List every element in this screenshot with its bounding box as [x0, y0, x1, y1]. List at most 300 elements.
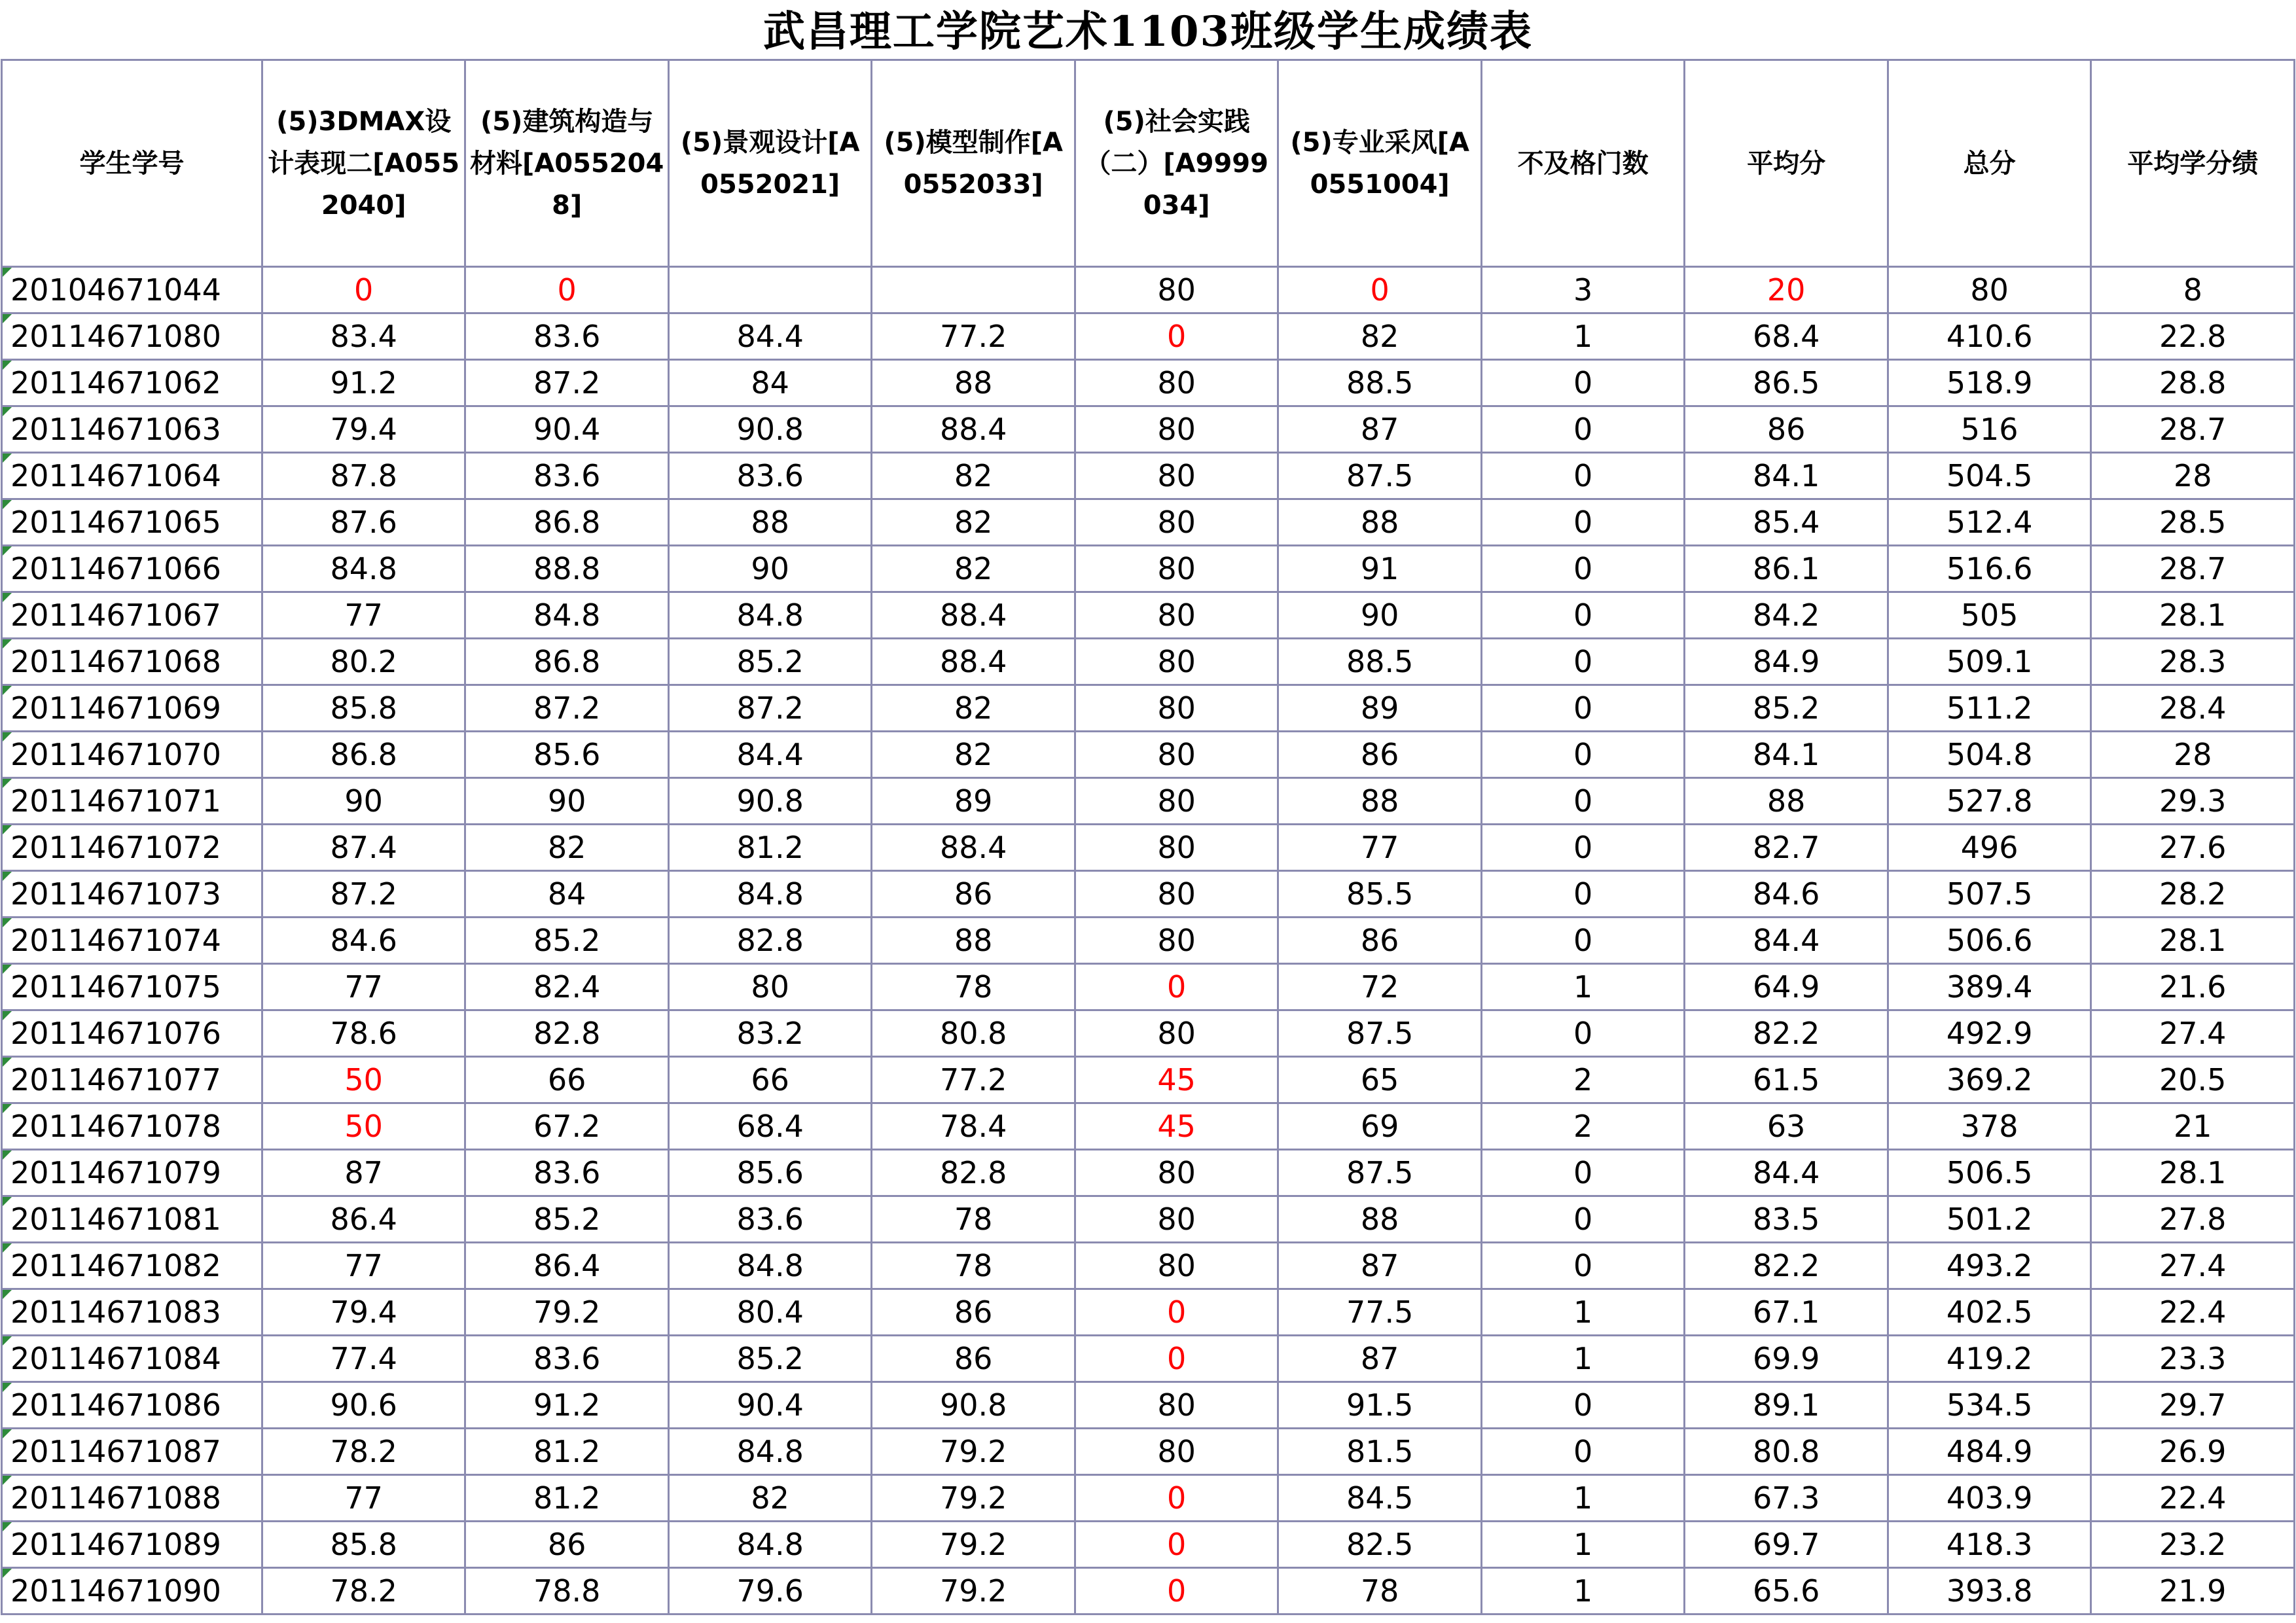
cell-3dmax-design[interactable]: 0 [262, 267, 465, 313]
cell-total-score[interactable]: 506.5 [1888, 1150, 2091, 1196]
cell-average-credit-score[interactable]: 28 [2091, 732, 2295, 778]
cell-average-score[interactable]: 65.6 [1685, 1568, 1888, 1614]
cell-average-credit-score[interactable]: 23.3 [2091, 1336, 2295, 1382]
cell-total-score[interactable]: 419.2 [1888, 1336, 2091, 1382]
cell-failed-count[interactable]: 2 [1481, 1103, 1685, 1150]
cell-model-making[interactable]: 88.4 [872, 639, 1075, 685]
cell-total-score[interactable]: 393.8 [1888, 1568, 2091, 1614]
cell-social-practice[interactable]: 80 [1075, 1382, 1278, 1429]
cell-3dmax-design[interactable]: 90.6 [262, 1382, 465, 1429]
cell-3dmax-design[interactable]: 84.8 [262, 546, 465, 592]
cell-building-construction[interactable]: 83.6 [465, 1336, 669, 1382]
cell-failed-count[interactable]: 0 [1481, 871, 1685, 918]
cell-model-making[interactable]: 88.4 [872, 406, 1075, 453]
student-id-cell[interactable] [2, 1289, 262, 1336]
student-id-cell[interactable] [2, 1429, 262, 1475]
cell-average-credit-score[interactable]: 28.2 [2091, 871, 2295, 918]
cell-total-score[interactable]: 496 [1888, 825, 2091, 871]
cell-landscape-design[interactable]: 90.8 [668, 406, 872, 453]
student-id-cell[interactable] [2, 406, 262, 453]
cell-landscape-design[interactable]: 84.8 [668, 871, 872, 918]
cell-landscape-design[interactable]: 87.2 [668, 685, 872, 732]
cell-total-score[interactable]: 504.8 [1888, 732, 2091, 778]
cell-field-sketching[interactable]: 81.5 [1278, 1429, 1482, 1475]
cell-building-construction[interactable]: 82.4 [465, 964, 669, 1010]
cell-social-practice[interactable]: 80 [1075, 499, 1278, 546]
cell-average-score[interactable]: 84.2 [1685, 592, 1888, 639]
cell-average-score[interactable]: 20 [1685, 267, 1888, 313]
cell-failed-count[interactable]: 0 [1481, 778, 1685, 825]
cell-model-making[interactable]: 77.2 [872, 1057, 1075, 1103]
cell-average-credit-score[interactable]: 22.4 [2091, 1289, 2295, 1336]
cell-building-construction[interactable]: 90.4 [465, 406, 669, 453]
cell-landscape-design[interactable]: 85.2 [668, 1336, 872, 1382]
cell-landscape-design[interactable]: 82.8 [668, 918, 872, 964]
cell-model-making[interactable]: 86 [872, 871, 1075, 918]
cell-failed-count[interactable]: 0 [1481, 825, 1685, 871]
cell-3dmax-design[interactable]: 80.2 [262, 639, 465, 685]
cell-3dmax-design[interactable]: 87.2 [262, 871, 465, 918]
cell-field-sketching[interactable]: 77.5 [1278, 1289, 1482, 1336]
cell-average-credit-score[interactable]: 28 [2091, 453, 2295, 499]
cell-landscape-design[interactable]: 85.6 [668, 1150, 872, 1196]
cell-model-making[interactable]: 78 [872, 964, 1075, 1010]
cell-failed-count[interactable]: 0 [1481, 1010, 1685, 1057]
cell-building-construction[interactable]: 87.2 [465, 360, 669, 406]
cell-total-score[interactable]: 493.2 [1888, 1243, 2091, 1289]
cell-failed-count[interactable]: 0 [1481, 406, 1685, 453]
cell-field-sketching[interactable]: 69 [1278, 1103, 1482, 1150]
cell-social-practice[interactable]: 0 [1075, 1522, 1278, 1568]
cell-building-construction[interactable]: 91.2 [465, 1382, 669, 1429]
cell-model-making[interactable]: 78 [872, 1243, 1075, 1289]
cell-total-score[interactable]: 410.6 [1888, 313, 2091, 360]
cell-field-sketching[interactable]: 87.5 [1278, 453, 1482, 499]
cell-landscape-design[interactable]: 83.6 [668, 453, 872, 499]
cell-average-score[interactable]: 64.9 [1685, 964, 1888, 1010]
cell-building-construction[interactable]: 81.2 [465, 1475, 669, 1522]
cell-average-score[interactable]: 84.4 [1685, 1150, 1888, 1196]
column-header-field-sketching[interactable]: (5)专业采风[A0551004] [1278, 60, 1482, 267]
cell-failed-count[interactable]: 0 [1481, 1243, 1685, 1289]
cell-model-making[interactable]: 86 [872, 1289, 1075, 1336]
cell-total-score[interactable]: 80 [1888, 267, 2091, 313]
cell-total-score[interactable]: 534.5 [1888, 1382, 2091, 1429]
cell-landscape-design[interactable]: 80 [668, 964, 872, 1010]
cell-3dmax-design[interactable]: 87.4 [262, 825, 465, 871]
cell-social-practice[interactable]: 80 [1075, 778, 1278, 825]
cell-social-practice[interactable]: 80 [1075, 871, 1278, 918]
cell-failed-count[interactable]: 0 [1481, 499, 1685, 546]
cell-failed-count[interactable]: 1 [1481, 313, 1685, 360]
cell-average-score[interactable]: 82.7 [1685, 825, 1888, 871]
cell-model-making[interactable]: 88 [872, 360, 1075, 406]
cell-building-construction[interactable]: 83.6 [465, 1150, 669, 1196]
cell-landscape-design[interactable]: 84.4 [668, 732, 872, 778]
cell-average-score[interactable]: 61.5 [1685, 1057, 1888, 1103]
cell-model-making[interactable]: 77.2 [872, 313, 1075, 360]
cell-3dmax-design[interactable]: 87.6 [262, 499, 465, 546]
cell-average-credit-score[interactable]: 28.3 [2091, 639, 2295, 685]
cell-total-score[interactable]: 484.9 [1888, 1429, 2091, 1475]
cell-social-practice[interactable]: 80 [1075, 453, 1278, 499]
student-id-cell[interactable] [2, 685, 262, 732]
cell-model-making[interactable]: 78 [872, 1196, 1075, 1243]
student-id-cell[interactable] [2, 453, 262, 499]
cell-social-practice[interactable]: 45 [1075, 1103, 1278, 1150]
cell-average-score[interactable]: 82.2 [1685, 1243, 1888, 1289]
cell-3dmax-design[interactable]: 86.8 [262, 732, 465, 778]
cell-landscape-design[interactable]: 84.8 [668, 592, 872, 639]
cell-field-sketching[interactable]: 90 [1278, 592, 1482, 639]
cell-average-score[interactable]: 86.1 [1685, 546, 1888, 592]
cell-failed-count[interactable]: 0 [1481, 639, 1685, 685]
cell-3dmax-design[interactable]: 91.2 [262, 360, 465, 406]
cell-model-making[interactable]: 88.4 [872, 592, 1075, 639]
cell-average-credit-score[interactable]: 21 [2091, 1103, 2295, 1150]
cell-model-making[interactable]: 82 [872, 499, 1075, 546]
cell-model-making[interactable] [872, 267, 1075, 313]
cell-landscape-design[interactable] [668, 267, 872, 313]
cell-model-making[interactable]: 88 [872, 918, 1075, 964]
cell-average-credit-score[interactable]: 28.1 [2091, 592, 2295, 639]
cell-3dmax-design[interactable]: 77 [262, 1475, 465, 1522]
cell-landscape-design[interactable]: 82 [668, 1475, 872, 1522]
cell-average-score[interactable]: 68.4 [1685, 313, 1888, 360]
cell-social-practice[interactable]: 0 [1075, 313, 1278, 360]
cell-average-score[interactable]: 86.5 [1685, 360, 1888, 406]
cell-field-sketching[interactable]: 65 [1278, 1057, 1482, 1103]
cell-landscape-design[interactable]: 83.2 [668, 1010, 872, 1057]
cell-3dmax-design[interactable]: 84.6 [262, 918, 465, 964]
cell-building-construction[interactable]: 86.8 [465, 639, 669, 685]
cell-field-sketching[interactable]: 87 [1278, 1336, 1482, 1382]
cell-landscape-design[interactable]: 84.8 [668, 1522, 872, 1568]
cell-average-credit-score[interactable]: 22.4 [2091, 1475, 2295, 1522]
cell-social-practice[interactable]: 80 [1075, 918, 1278, 964]
cell-field-sketching[interactable]: 77 [1278, 825, 1482, 871]
cell-building-construction[interactable]: 66 [465, 1057, 669, 1103]
cell-building-construction[interactable]: 83.6 [465, 313, 669, 360]
cell-model-making[interactable]: 79.2 [872, 1475, 1075, 1522]
cell-total-score[interactable]: 403.9 [1888, 1475, 2091, 1522]
cell-3dmax-design[interactable]: 50 [262, 1103, 465, 1150]
cell-average-credit-score[interactable]: 28.7 [2091, 406, 2295, 453]
cell-field-sketching[interactable]: 82.5 [1278, 1522, 1482, 1568]
cell-building-construction[interactable]: 84.8 [465, 592, 669, 639]
cell-average-credit-score[interactable]: 27.8 [2091, 1196, 2295, 1243]
cell-building-construction[interactable]: 86.4 [465, 1243, 669, 1289]
cell-building-construction[interactable]: 90 [465, 778, 669, 825]
cell-landscape-design[interactable]: 66 [668, 1057, 872, 1103]
cell-model-making[interactable]: 89 [872, 778, 1075, 825]
column-header-building-construction[interactable]: (5)建筑构造与材料[A0552048] [465, 60, 669, 267]
cell-average-credit-score[interactable]: 28.1 [2091, 1150, 2295, 1196]
cell-total-score[interactable]: 505 [1888, 592, 2091, 639]
cell-landscape-design[interactable]: 80.4 [668, 1289, 872, 1336]
cell-failed-count[interactable]: 0 [1481, 1196, 1685, 1243]
cell-average-credit-score[interactable]: 27.4 [2091, 1243, 2295, 1289]
cell-landscape-design[interactable]: 68.4 [668, 1103, 872, 1150]
cell-total-score[interactable]: 511.2 [1888, 685, 2091, 732]
cell-field-sketching[interactable]: 87 [1278, 406, 1482, 453]
cell-failed-count[interactable]: 0 [1481, 685, 1685, 732]
cell-landscape-design[interactable]: 79.6 [668, 1568, 872, 1614]
cell-failed-count[interactable]: 1 [1481, 1522, 1685, 1568]
cell-building-construction[interactable]: 81.2 [465, 1429, 669, 1475]
cell-field-sketching[interactable]: 89 [1278, 685, 1482, 732]
student-id-cell[interactable] [2, 825, 262, 871]
cell-failed-count[interactable]: 0 [1481, 1429, 1685, 1475]
cell-failed-count[interactable]: 1 [1481, 964, 1685, 1010]
cell-social-practice[interactable]: 45 [1075, 1057, 1278, 1103]
cell-3dmax-design[interactable]: 77 [262, 592, 465, 639]
cell-average-credit-score[interactable]: 29.7 [2091, 1382, 2295, 1429]
cell-total-score[interactable]: 518.9 [1888, 360, 2091, 406]
cell-building-construction[interactable]: 79.2 [465, 1289, 669, 1336]
student-id-cell[interactable] [2, 778, 262, 825]
cell-total-score[interactable]: 378 [1888, 1103, 2091, 1150]
student-id-cell[interactable] [2, 1103, 262, 1150]
cell-landscape-design[interactable]: 85.2 [668, 639, 872, 685]
cell-3dmax-design[interactable]: 87.8 [262, 453, 465, 499]
cell-average-credit-score[interactable]: 28.1 [2091, 918, 2295, 964]
cell-total-score[interactable]: 516.6 [1888, 546, 2091, 592]
cell-total-score[interactable]: 369.2 [1888, 1057, 2091, 1103]
cell-model-making[interactable]: 90.8 [872, 1382, 1075, 1429]
cell-total-score[interactable]: 509.1 [1888, 639, 2091, 685]
cell-field-sketching[interactable]: 87 [1278, 1243, 1482, 1289]
cell-social-practice[interactable]: 80 [1075, 546, 1278, 592]
cell-3dmax-design[interactable]: 77 [262, 964, 465, 1010]
cell-failed-count[interactable]: 0 [1481, 1150, 1685, 1196]
cell-average-score[interactable]: 84.4 [1685, 918, 1888, 964]
cell-building-construction[interactable]: 82 [465, 825, 669, 871]
column-header-total-score[interactable]: 总分 [1888, 60, 2091, 267]
cell-average-score[interactable]: 80.8 [1685, 1429, 1888, 1475]
cell-average-credit-score[interactable]: 28.8 [2091, 360, 2295, 406]
cell-failed-count[interactable]: 0 [1481, 453, 1685, 499]
cell-average-score[interactable]: 85.2 [1685, 685, 1888, 732]
cell-average-credit-score[interactable]: 27.4 [2091, 1010, 2295, 1057]
student-id-cell[interactable] [2, 499, 262, 546]
cell-model-making[interactable]: 82 [872, 685, 1075, 732]
cell-field-sketching[interactable]: 82 [1278, 313, 1482, 360]
cell-field-sketching[interactable]: 87.5 [1278, 1150, 1482, 1196]
cell-social-practice[interactable]: 0 [1075, 1568, 1278, 1614]
cell-failed-count[interactable]: 0 [1481, 546, 1685, 592]
cell-average-credit-score[interactable]: 23.2 [2091, 1522, 2295, 1568]
column-header-average-score[interactable]: 平均分 [1685, 60, 1888, 267]
column-header-failed-count[interactable]: 不及格门数 [1481, 60, 1685, 267]
cell-social-practice[interactable]: 80 [1075, 1010, 1278, 1057]
cell-average-credit-score[interactable]: 22.8 [2091, 313, 2295, 360]
cell-model-making[interactable]: 82 [872, 546, 1075, 592]
cell-3dmax-design[interactable]: 86.4 [262, 1196, 465, 1243]
student-id-cell[interactable] [2, 313, 262, 360]
cell-social-practice[interactable]: 80 [1075, 1150, 1278, 1196]
cell-3dmax-design[interactable]: 79.4 [262, 1289, 465, 1336]
cell-average-credit-score[interactable]: 21.6 [2091, 964, 2295, 1010]
cell-total-score[interactable]: 389.4 [1888, 964, 2091, 1010]
cell-landscape-design[interactable]: 88 [668, 499, 872, 546]
cell-average-score[interactable]: 84.1 [1685, 453, 1888, 499]
cell-failed-count[interactable]: 1 [1481, 1289, 1685, 1336]
cell-landscape-design[interactable]: 84.4 [668, 313, 872, 360]
cell-landscape-design[interactable]: 81.2 [668, 825, 872, 871]
column-header-3dmax-design[interactable]: (5)3DMAX设计表现二[A0552040] [262, 60, 465, 267]
student-id-cell[interactable] [2, 546, 262, 592]
student-id-cell[interactable] [2, 592, 262, 639]
cell-social-practice[interactable]: 80 [1075, 406, 1278, 453]
student-id-cell[interactable] [2, 1568, 262, 1614]
cell-social-practice[interactable]: 0 [1075, 964, 1278, 1010]
cell-social-practice[interactable]: 0 [1075, 1475, 1278, 1522]
cell-social-practice[interactable]: 80 [1075, 825, 1278, 871]
cell-social-practice[interactable]: 80 [1075, 1429, 1278, 1475]
cell-building-construction[interactable]: 88.8 [465, 546, 669, 592]
student-id-cell[interactable] [2, 1382, 262, 1429]
cell-failed-count[interactable]: 0 [1481, 732, 1685, 778]
cell-average-credit-score[interactable]: 21.9 [2091, 1568, 2295, 1614]
column-header-student-id[interactable]: 学生学号 [2, 60, 262, 267]
cell-model-making[interactable]: 79.2 [872, 1568, 1075, 1614]
cell-3dmax-design[interactable]: 87 [262, 1150, 465, 1196]
cell-3dmax-design[interactable]: 77.4 [262, 1336, 465, 1382]
student-id-cell[interactable] [2, 871, 262, 918]
cell-social-practice[interactable]: 80 [1075, 592, 1278, 639]
cell-3dmax-design[interactable]: 78.2 [262, 1568, 465, 1614]
cell-total-score[interactable]: 501.2 [1888, 1196, 2091, 1243]
cell-failed-count[interactable]: 2 [1481, 1057, 1685, 1103]
cell-landscape-design[interactable]: 84.8 [668, 1429, 872, 1475]
cell-3dmax-design[interactable]: 78.6 [262, 1010, 465, 1057]
cell-total-score[interactable]: 504.5 [1888, 453, 2091, 499]
cell-average-score[interactable]: 86 [1685, 406, 1888, 453]
cell-failed-count[interactable]: 1 [1481, 1568, 1685, 1614]
cell-building-construction[interactable]: 87.2 [465, 685, 669, 732]
student-id-cell[interactable] [2, 732, 262, 778]
cell-building-construction[interactable]: 0 [465, 267, 669, 313]
cell-3dmax-design[interactable]: 90 [262, 778, 465, 825]
cell-model-making[interactable]: 82.8 [872, 1150, 1075, 1196]
cell-field-sketching[interactable]: 88 [1278, 499, 1482, 546]
cell-3dmax-design[interactable]: 50 [262, 1057, 465, 1103]
cell-field-sketching[interactable]: 91 [1278, 546, 1482, 592]
cell-building-construction[interactable]: 86.8 [465, 499, 669, 546]
student-id-cell[interactable] [2, 1196, 262, 1243]
column-header-landscape-design[interactable]: (5)景观设计[A0552021] [668, 60, 872, 267]
cell-field-sketching[interactable]: 72 [1278, 964, 1482, 1010]
student-id-cell[interactable] [2, 1150, 262, 1196]
student-id-cell[interactable] [2, 1243, 262, 1289]
student-id-cell[interactable] [2, 1336, 262, 1382]
cell-landscape-design[interactable]: 84 [668, 360, 872, 406]
cell-social-practice[interactable]: 0 [1075, 1336, 1278, 1382]
cell-average-score[interactable]: 63 [1685, 1103, 1888, 1150]
cell-failed-count[interactable]: 1 [1481, 1336, 1685, 1382]
cell-average-score[interactable]: 89.1 [1685, 1382, 1888, 1429]
cell-field-sketching[interactable]: 84.5 [1278, 1475, 1482, 1522]
cell-3dmax-design[interactable]: 85.8 [262, 1522, 465, 1568]
cell-building-construction[interactable]: 85.2 [465, 1196, 669, 1243]
cell-average-credit-score[interactable]: 8 [2091, 267, 2295, 313]
cell-total-score[interactable]: 506.6 [1888, 918, 2091, 964]
cell-total-score[interactable]: 402.5 [1888, 1289, 2091, 1336]
cell-3dmax-design[interactable]: 85.8 [262, 685, 465, 732]
cell-field-sketching[interactable]: 85.5 [1278, 871, 1482, 918]
cell-model-making[interactable]: 86 [872, 1336, 1075, 1382]
cell-total-score[interactable]: 507.5 [1888, 871, 2091, 918]
column-header-average-credit-score[interactable]: 平均学分绩 [2091, 60, 2295, 267]
cell-average-credit-score[interactable]: 28.7 [2091, 546, 2295, 592]
cell-building-construction[interactable]: 86 [465, 1522, 669, 1568]
column-header-social-practice[interactable]: (5)社会实践（二）[A9999034] [1075, 60, 1278, 267]
cell-failed-count[interactable]: 0 [1481, 918, 1685, 964]
cell-3dmax-design[interactable]: 77 [262, 1243, 465, 1289]
cell-average-score[interactable]: 85.4 [1685, 499, 1888, 546]
cell-average-credit-score[interactable]: 27.6 [2091, 825, 2295, 871]
cell-average-score[interactable]: 69.9 [1685, 1336, 1888, 1382]
column-header-model-making[interactable]: (5)模型制作[A0552033] [872, 60, 1075, 267]
student-id-cell[interactable] [2, 1010, 262, 1057]
cell-building-construction[interactable]: 82.8 [465, 1010, 669, 1057]
cell-average-score[interactable]: 84.9 [1685, 639, 1888, 685]
cell-total-score[interactable]: 492.9 [1888, 1010, 2091, 1057]
student-id-cell[interactable] [2, 1522, 262, 1568]
student-id-cell[interactable] [2, 267, 262, 313]
cell-failed-count[interactable]: 0 [1481, 360, 1685, 406]
cell-average-score[interactable]: 67.1 [1685, 1289, 1888, 1336]
cell-landscape-design[interactable]: 83.6 [668, 1196, 872, 1243]
cell-building-construction[interactable]: 85.6 [465, 732, 669, 778]
cell-total-score[interactable]: 512.4 [1888, 499, 2091, 546]
cell-model-making[interactable]: 82 [872, 732, 1075, 778]
cell-model-making[interactable]: 79.2 [872, 1429, 1075, 1475]
cell-field-sketching[interactable]: 78 [1278, 1568, 1482, 1614]
cell-failed-count[interactable]: 3 [1481, 267, 1685, 313]
cell-field-sketching[interactable]: 86 [1278, 732, 1482, 778]
cell-field-sketching[interactable]: 91.5 [1278, 1382, 1482, 1429]
cell-average-score[interactable]: 82.2 [1685, 1010, 1888, 1057]
student-id-cell[interactable] [2, 360, 262, 406]
cell-social-practice[interactable]: 0 [1075, 1289, 1278, 1336]
cell-social-practice[interactable]: 80 [1075, 360, 1278, 406]
cell-average-score[interactable]: 67.3 [1685, 1475, 1888, 1522]
cell-failed-count[interactable]: 1 [1481, 1475, 1685, 1522]
cell-field-sketching[interactable]: 0 [1278, 267, 1482, 313]
cell-social-practice[interactable]: 80 [1075, 685, 1278, 732]
cell-model-making[interactable]: 80.8 [872, 1010, 1075, 1057]
cell-average-score[interactable]: 69.7 [1685, 1522, 1888, 1568]
cell-average-score[interactable]: 84.1 [1685, 732, 1888, 778]
cell-field-sketching[interactable]: 88 [1278, 1196, 1482, 1243]
cell-3dmax-design[interactable]: 79.4 [262, 406, 465, 453]
student-id-cell[interactable] [2, 964, 262, 1010]
cell-average-credit-score[interactable]: 20.5 [2091, 1057, 2295, 1103]
cell-3dmax-design[interactable]: 83.4 [262, 313, 465, 360]
cell-social-practice[interactable]: 80 [1075, 1243, 1278, 1289]
cell-landscape-design[interactable]: 90.4 [668, 1382, 872, 1429]
student-id-cell[interactable] [2, 1057, 262, 1103]
cell-average-score[interactable]: 84.6 [1685, 871, 1888, 918]
cell-building-construction[interactable]: 84 [465, 871, 669, 918]
cell-average-credit-score[interactable]: 28.4 [2091, 685, 2295, 732]
cell-landscape-design[interactable]: 90.8 [668, 778, 872, 825]
cell-social-practice[interactable]: 80 [1075, 732, 1278, 778]
cell-average-credit-score[interactable]: 26.9 [2091, 1429, 2295, 1475]
cell-average-credit-score[interactable]: 29.3 [2091, 778, 2295, 825]
